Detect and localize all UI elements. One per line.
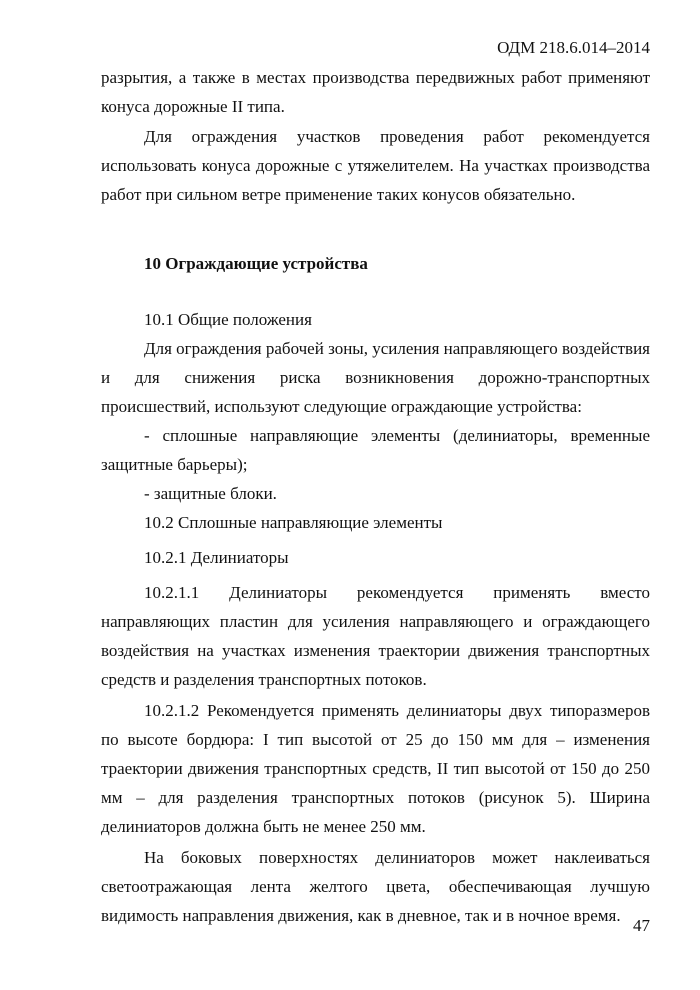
subsection-10-2: 10.2 Сплошные направляющие элементы [144,513,443,532]
page-number: 47 [633,916,650,935]
list-item-guide-elements: - сплошные направляющие элементы (делиниаторы, временные защитные барьеры); [101,426,650,474]
subsection-10-2-1: 10.2.1 Делиниаторы [144,548,289,567]
paragraph-10-2-1-1: 10.2.1.1 Делиниаторы рекомендуется применять вместо направляющих пластин для усиления направляющего и ограждающего воздействия на участках изменения траектории движения транспортных средств и разделения транспортных потоков. [101,583,650,689]
subsection-10-1: 10.1 Общие положения [144,310,312,329]
paragraph-10-2-1-2: 10.2.1.2 Рекомендуется применять делиниаторы двух типоразмеров по высоте бордюра: I тип высотой от 25 до 150 мм для – изменения траектории движения транспортных средств, II тип высотой от 150 до 250 мм – для разделения транспортных потоков (рисунок 5). Ширина делиниаторов должна быть не менее 250 мм. [101,701,650,836]
paragraph-reflective-tape: На боковых поверхностях делиниаторов может наклеиваться светоотражающая лента желтого цвета, обеспечивающая лучшую видимость направления движения, как в дневное, так и в ночное время. [101,848,650,925]
section-heading: 10 Ограждающие устройства [144,254,368,273]
document-code-header: ОДМ 218.6.014–2014 [497,38,650,57]
paragraph-cones-weighted: Для ограждения участков проведения работ рекомендуется использовать конуса дорожные с утяжелителем. На участках производства работ при сильном ветре применение таких конусов обязательно. [101,127,650,204]
paragraph-continuation: разрытия, а также в местах производства передвижных работ применяют конуса дорожные II типа. [101,68,650,116]
document-body [101,63,650,930]
paragraph-general-provisions: Для ограждения рабочей зоны, усиления направляющего воздействия и для снижения риска возникновения дорожно-транспортных происшествий, используют следующие ограждающие устройства: [101,339,650,416]
list-item-protective-blocks: - защитные блоки. [144,484,277,503]
